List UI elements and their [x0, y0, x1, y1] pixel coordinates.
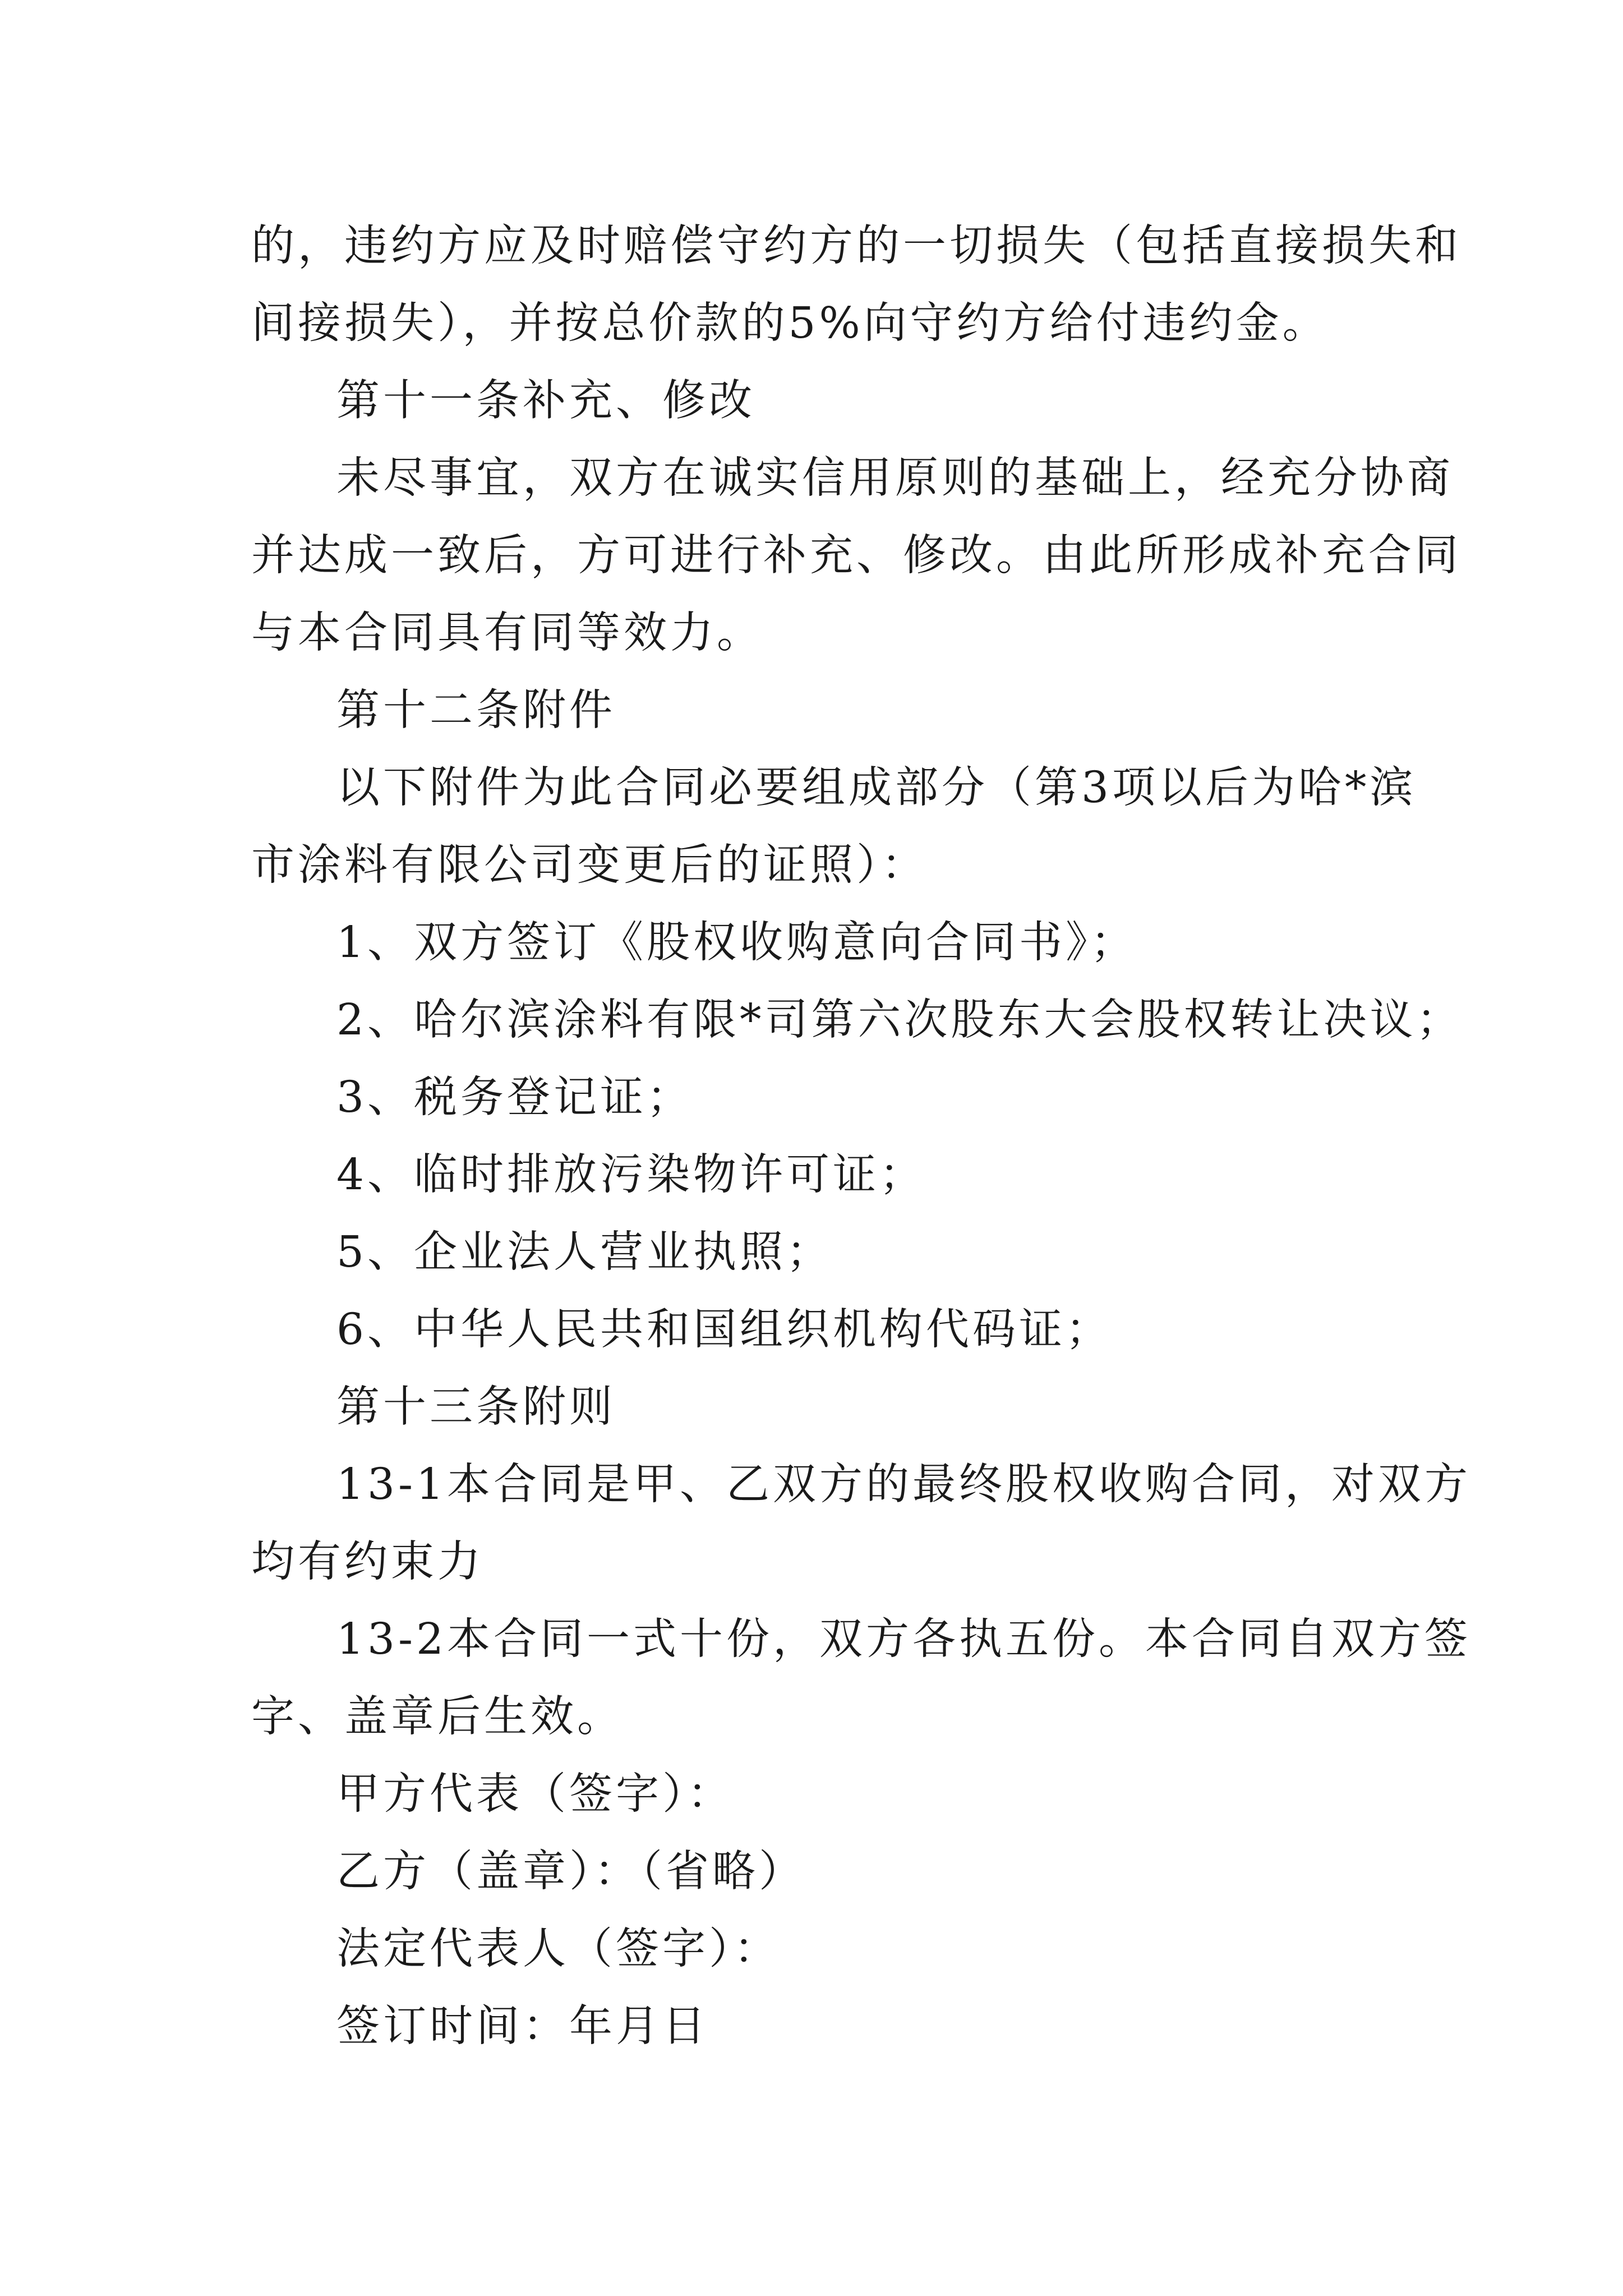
list-item: 1、双方签订《股权收购意向合同书》； — [336, 918, 1137, 968]
text-line: 未尽事宜，双方在诚实信用原则的基础上，经充分协商 — [336, 453, 1454, 503]
section-heading: 第十三条附则 — [336, 1382, 616, 1432]
text-line: 以下附件为此合同必要组成部分（第3项以后为哈*滨 — [336, 763, 1417, 813]
text-line: 的，违约方应及时赔偿守约方的一切损失（包括直接损失和 — [251, 221, 1461, 271]
list-item: 6、中华人民共和国组织机构代码证； — [336, 1305, 1112, 1355]
text-line: 并达成一致后，方可进行补充、修改。由此所形成补充合同 — [251, 531, 1461, 581]
section-heading: 第十二条附件 — [336, 685, 616, 735]
document-body — [251, 208, 1471, 2065]
text-line: 市涂料有限公司变更后的证照）： — [251, 840, 928, 890]
text-line: 均有约束力 — [251, 1537, 484, 1587]
text-line: 间接损失），并按总价款的5%向守约方给付违约金。 — [251, 298, 1329, 348]
signature-line: 法定代表人（签字）： — [336, 1924, 781, 1974]
text-line: 13-1本合同是甲、乙双方的最终股权收购合同，对双方 — [336, 1460, 1471, 1510]
list-item: 3、税务登记证； — [336, 1073, 693, 1122]
signature-line: 甲方代表（签字）： — [336, 1769, 734, 1819]
section-heading: 第十一条补充、修改 — [336, 376, 755, 426]
list-item: 2、哈尔滨涂料有限*司第六次股东大会股权转让决议； — [336, 995, 1463, 1045]
text-line: 字、盖章后生效。 — [251, 1692, 624, 1742]
list-item: 4、临时排放污染物许可证； — [336, 1150, 926, 1200]
signature-line: 签订时间：年月日 — [336, 2001, 709, 2051]
list-item: 5、企业法人营业执照； — [336, 1227, 833, 1277]
signature-line: 乙方（盖章）：（省略） — [336, 1847, 805, 1897]
text-line: 13-2本合同一式十份，双方各执五份。本合同自双方签 — [336, 1614, 1471, 1664]
text-line: 与本合同具有同等效力。 — [251, 608, 763, 658]
